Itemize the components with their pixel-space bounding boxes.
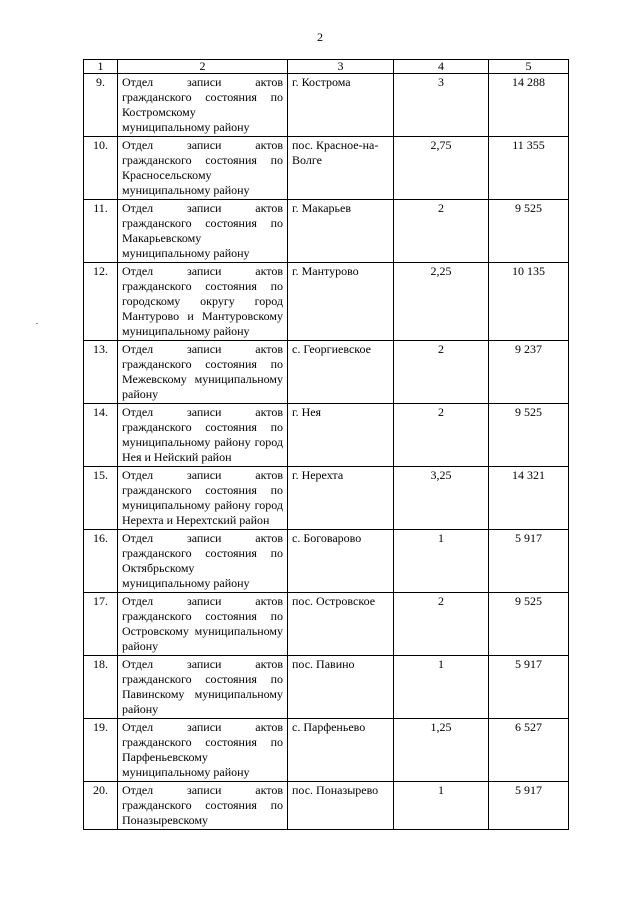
table-row bbox=[84, 137, 569, 200]
staff-rate: 1 bbox=[394, 530, 489, 593]
amount: 14 321 bbox=[489, 467, 569, 530]
amount: 5 917 bbox=[489, 530, 569, 593]
location: с. Парфеньево bbox=[288, 719, 394, 782]
amount: 9 237 bbox=[489, 341, 569, 404]
page-number: 2 bbox=[317, 30, 323, 44]
location: с. Георгиевское bbox=[288, 341, 394, 404]
location: г. Нея bbox=[288, 404, 394, 467]
location: г. Нерехта bbox=[288, 467, 394, 530]
amount: 6 527 bbox=[489, 719, 569, 782]
office-name: Отдел записи актов гражданского состояния по Островскому муниципальному району bbox=[118, 593, 288, 656]
table-row bbox=[84, 263, 569, 341]
column-header: 5 bbox=[489, 60, 569, 74]
table-row bbox=[84, 341, 569, 404]
table-row bbox=[84, 782, 569, 830]
location: с. Боговарово bbox=[288, 530, 394, 593]
column-header: 1 bbox=[84, 60, 118, 74]
office-name: Отдел записи актов гражданского состояния по Парфеньевскому муниципальному району bbox=[118, 719, 288, 782]
column-header: 2 bbox=[118, 60, 288, 74]
row-number: 10. bbox=[84, 137, 118, 200]
office-name: Отдел записи актов гражданского состояния по Красносельскому муниципальному району bbox=[118, 137, 288, 200]
row-number: 18. bbox=[84, 656, 118, 719]
staff-rate: 2,25 bbox=[394, 263, 489, 341]
row-number: 15. bbox=[84, 467, 118, 530]
staff-rate: 3,25 bbox=[394, 467, 489, 530]
office-name: Отдел записи актов гражданского состояния по муниципальному району город Нея и Нейский район bbox=[118, 404, 288, 467]
amount: 14 288 bbox=[489, 74, 569, 137]
office-name: Отдел записи актов гражданского состояния по Поназыревскому bbox=[118, 782, 288, 830]
staff-rate: 3 bbox=[394, 74, 489, 137]
row-number: 17. bbox=[84, 593, 118, 656]
column-header: 3 bbox=[288, 60, 394, 74]
table-row bbox=[84, 530, 569, 593]
staff-rate: 2 bbox=[394, 593, 489, 656]
row-number: 14. bbox=[84, 404, 118, 467]
amount: 5 917 bbox=[489, 656, 569, 719]
data-table bbox=[83, 59, 569, 830]
location: пос. Красное-на-Волге bbox=[288, 137, 394, 200]
office-name: Отдел записи актов гражданского состояния по Межевскому муниципальному району bbox=[118, 341, 288, 404]
amount: 11 355 bbox=[489, 137, 569, 200]
row-number: 9. bbox=[84, 74, 118, 137]
amount: 5 917 bbox=[489, 782, 569, 830]
row-number: 19. bbox=[84, 719, 118, 782]
row-number: 12. bbox=[84, 263, 118, 341]
table-row bbox=[84, 200, 569, 263]
office-name: Отдел записи актов гражданского состояния по городскому округу город Мантурово и Мантуровскому муниципальному району bbox=[118, 263, 288, 341]
staff-rate: 2 bbox=[394, 404, 489, 467]
scan-mark bbox=[36, 323, 38, 324]
row-number: 16. bbox=[84, 530, 118, 593]
location: г. Мантурово bbox=[288, 263, 394, 341]
table-row bbox=[84, 656, 569, 719]
office-name: Отдел записи актов гражданского состояния по муниципальному району город Нерехта и Нерехтский район bbox=[118, 467, 288, 530]
amount: 10 135 bbox=[489, 263, 569, 341]
amount: 9 525 bbox=[489, 404, 569, 467]
table-row bbox=[84, 593, 569, 656]
table-row bbox=[84, 467, 569, 530]
row-number: 11. bbox=[84, 200, 118, 263]
location: пос. Островское bbox=[288, 593, 394, 656]
table-header bbox=[84, 60, 569, 74]
table-body bbox=[84, 74, 569, 830]
table-row bbox=[84, 74, 569, 137]
staff-rate: 2,75 bbox=[394, 137, 489, 200]
header-row bbox=[84, 60, 569, 74]
staff-rate: 2 bbox=[394, 200, 489, 263]
table-row bbox=[84, 719, 569, 782]
row-number: 20. bbox=[84, 782, 118, 830]
table-row bbox=[84, 404, 569, 467]
location: пос. Поназырево bbox=[288, 782, 394, 830]
staff-rate: 1 bbox=[394, 656, 489, 719]
amount: 9 525 bbox=[489, 200, 569, 263]
location: г. Макарьев bbox=[288, 200, 394, 263]
staff-rate: 1,25 bbox=[394, 719, 489, 782]
staff-rate: 2 bbox=[394, 341, 489, 404]
location: г. Кострома bbox=[288, 74, 394, 137]
column-header: 4 bbox=[394, 60, 489, 74]
location: пос. Павино bbox=[288, 656, 394, 719]
office-name: Отдел записи актов гражданского состояния по Октябрьскому муниципальному району bbox=[118, 530, 288, 593]
office-name: Отдел записи актов гражданского состояния по Костромскому муниципальному району bbox=[118, 74, 288, 137]
office-name: Отдел записи актов гражданского состояния по Макарьевскому муниципальному району bbox=[118, 200, 288, 263]
row-number: 13. bbox=[84, 341, 118, 404]
amount: 9 525 bbox=[489, 593, 569, 656]
staff-rate: 1 bbox=[394, 782, 489, 830]
office-name: Отдел записи актов гражданского состояния по Павинскому муниципальному району bbox=[118, 656, 288, 719]
